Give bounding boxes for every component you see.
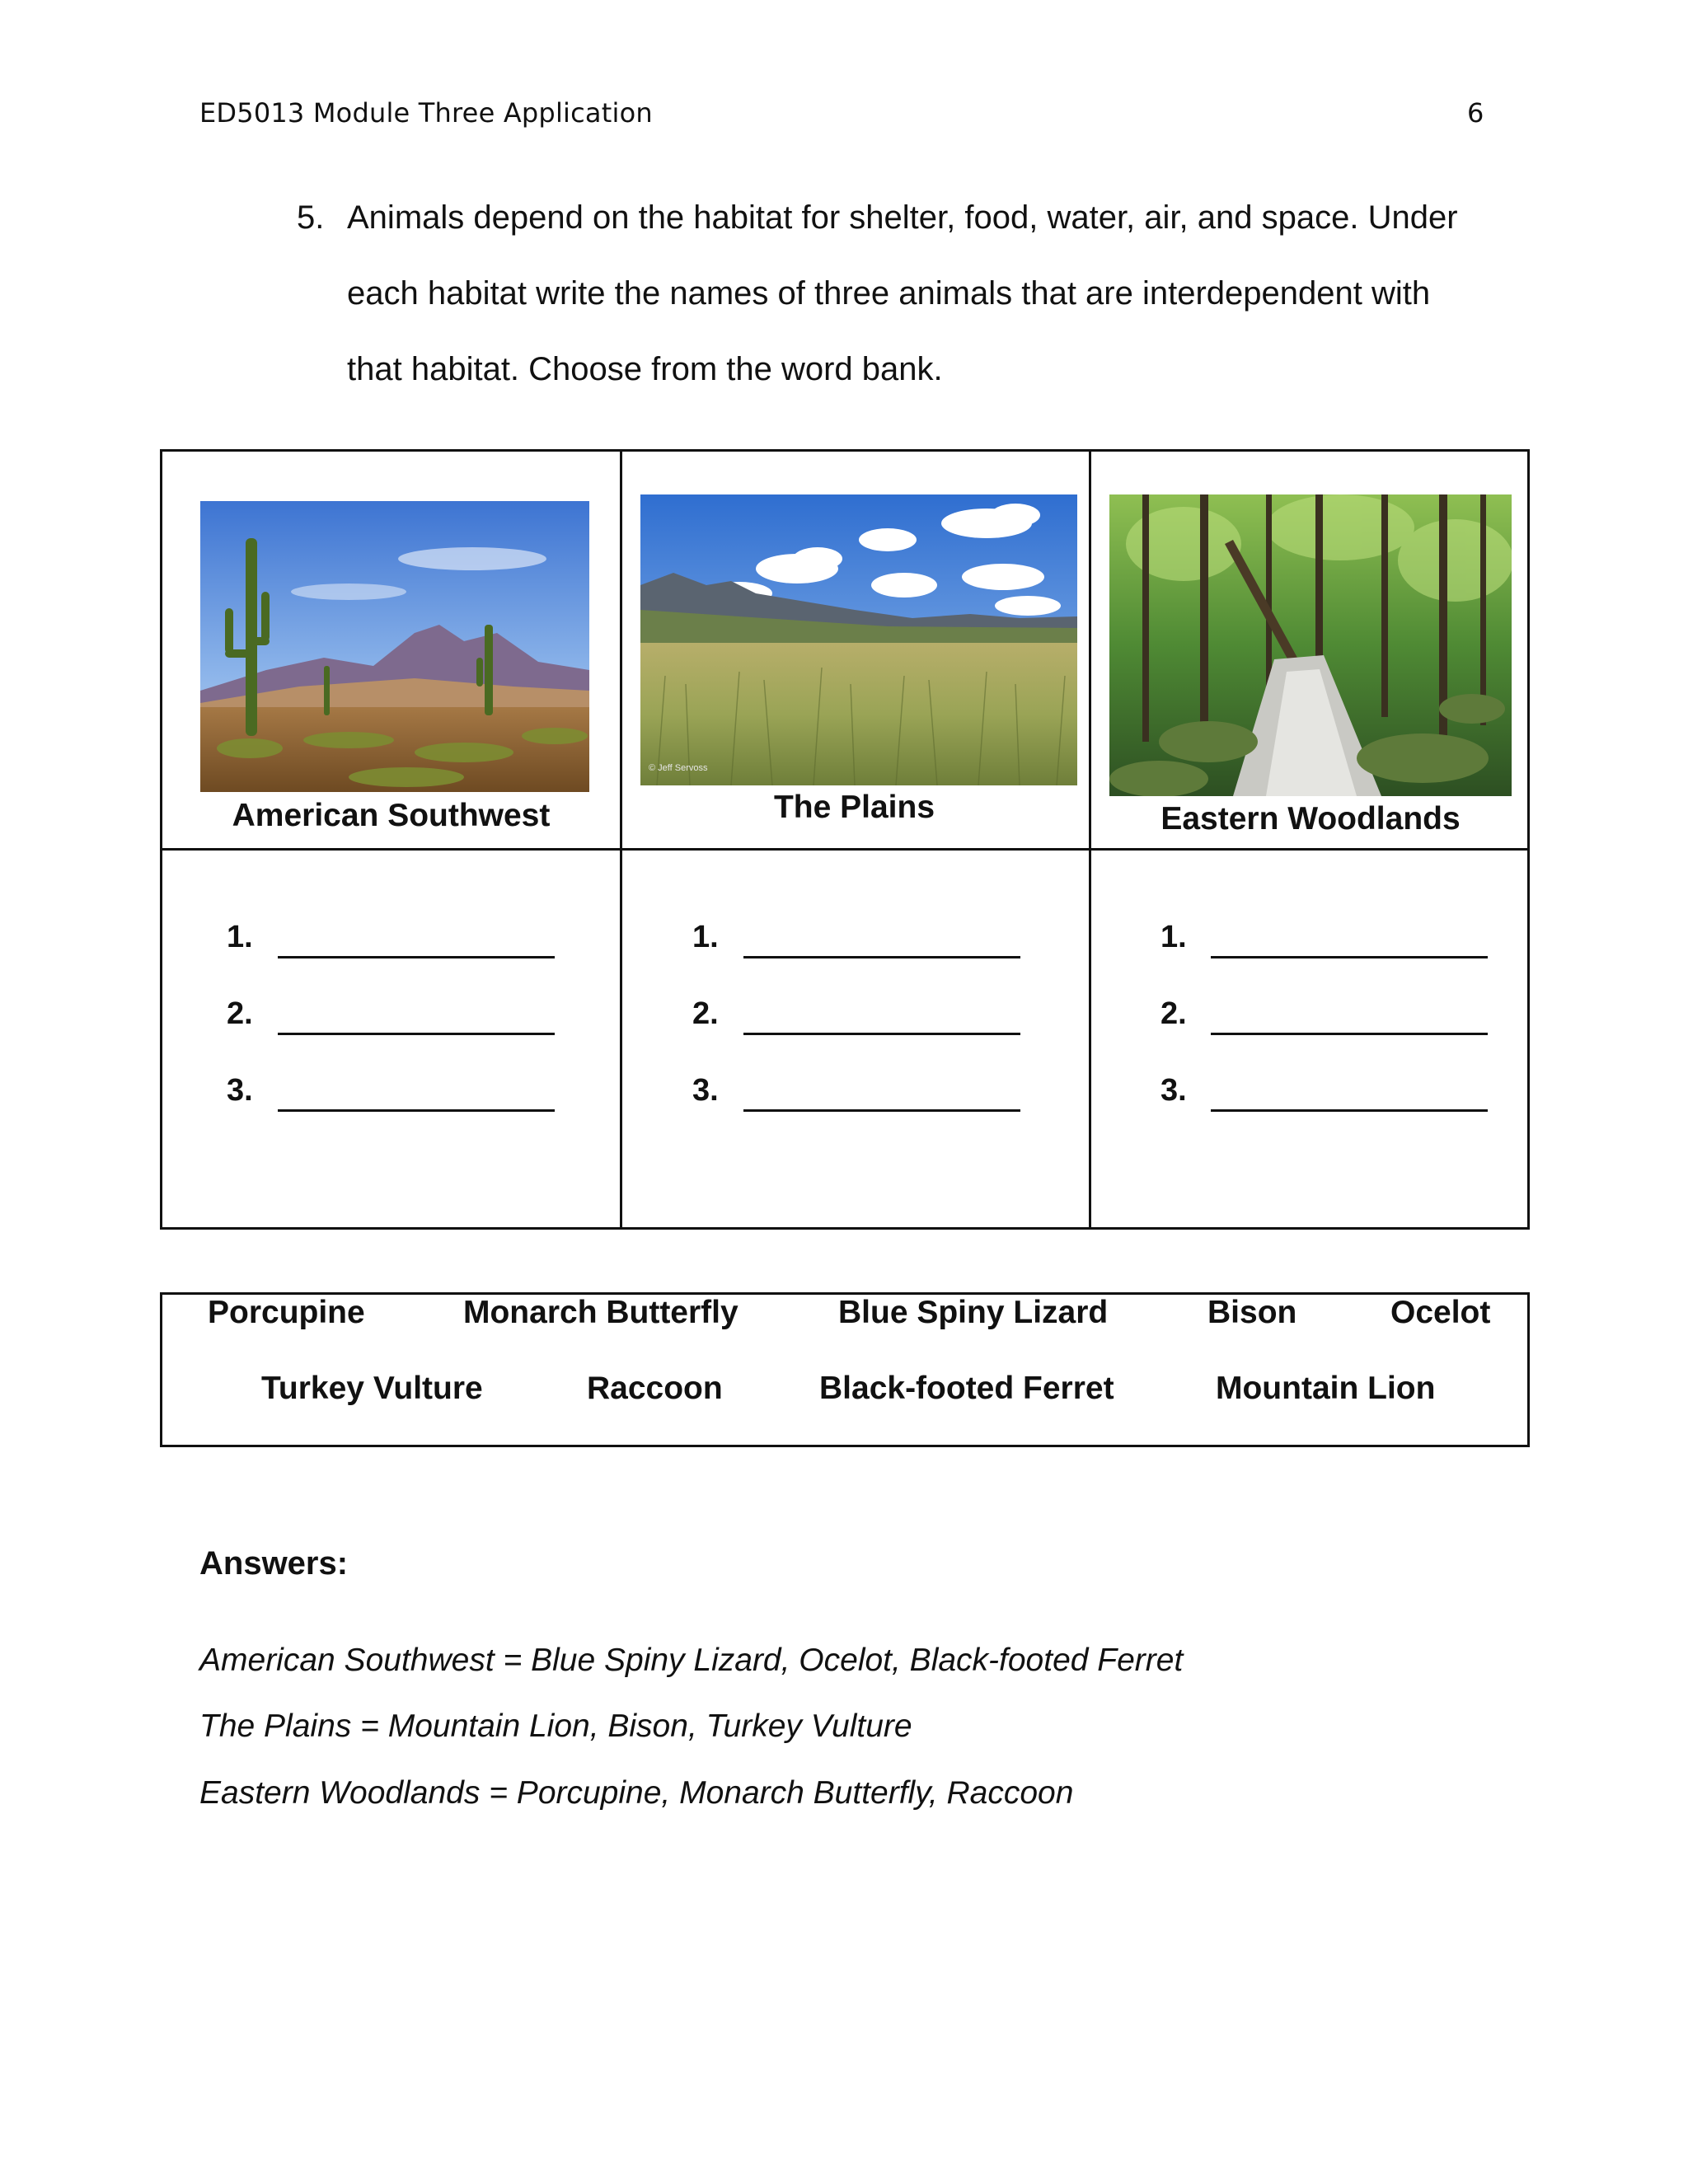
answers-heading: Answers:	[199, 1545, 349, 1582]
answer-blank[interactable]	[1211, 1033, 1488, 1035]
answer-blank[interactable]	[743, 1033, 1020, 1035]
answer-blank[interactable]	[743, 1109, 1020, 1112]
question-line-3: that habitat. Choose from the word bank.	[347, 351, 943, 387]
slot-label: 2.	[1160, 996, 1187, 1031]
word-bank	[160, 1292, 1530, 1447]
question-line-2: each habitat write the names of three animals that are interdependent with	[347, 275, 1431, 312]
forest-stream-icon	[1109, 494, 1512, 796]
question-number: 5.	[297, 199, 325, 236]
page-number: 6	[1467, 97, 1484, 129]
answer-blank[interactable]	[743, 956, 1020, 958]
grassland-plains-photo	[640, 494, 1077, 785]
desert-saguaro-icon	[200, 501, 589, 792]
desert-saguaro-photo	[200, 501, 589, 792]
slot-label: 3.	[227, 1073, 253, 1108]
slot-label: 1.	[1160, 920, 1187, 954]
answer-line-the-plains: The Plains = Mountain Lion, Bison, Turkey Vulture	[199, 1708, 912, 1744]
running-head: ED5013 Module Three Application	[199, 97, 653, 129]
photo-credit: © Jeff Servoss	[649, 763, 708, 773]
question-line-1: Animals depend on the habitat for shelter, food, water, air, and space. Under	[347, 199, 1458, 236]
word-bank-item: Bison	[1207, 1295, 1297, 1330]
grassland-plains-icon	[640, 494, 1077, 785]
habitat-table	[160, 449, 1530, 1230]
answer-line-eastern-woodlands: Eastern Woodlands = Porcupine, Monarch Butterfly, Raccoon	[199, 1775, 1074, 1811]
answer-blank[interactable]	[1211, 1109, 1488, 1112]
answer-blank[interactable]	[1211, 956, 1488, 958]
slot-label: 2.	[692, 996, 719, 1031]
word-bank-item: Turkey Vulture	[261, 1371, 483, 1406]
habitat-name-american-southwest: American Southwest	[232, 798, 551, 833]
slot-label: 3.	[692, 1073, 719, 1108]
word-bank-item: Porcupine	[208, 1295, 365, 1330]
answer-blank[interactable]	[278, 1033, 555, 1035]
slot-label: 1.	[227, 920, 253, 954]
column-divider	[620, 452, 622, 1227]
forest-stream-photo	[1109, 494, 1512, 796]
slot-label: 2.	[227, 996, 253, 1031]
word-bank-item: Black-footed Ferret	[819, 1371, 1114, 1406]
word-bank-item: Raccoon	[587, 1371, 723, 1406]
slot-label: 3.	[1160, 1073, 1187, 1108]
slot-label: 1.	[692, 920, 719, 954]
habitat-name-the-plains: The Plains	[773, 790, 935, 825]
word-bank-item: Mountain Lion	[1216, 1371, 1436, 1406]
word-bank-item: Monarch Butterfly	[463, 1295, 738, 1330]
answer-blank[interactable]	[278, 956, 555, 958]
row-divider	[162, 848, 1527, 851]
word-bank-item: Blue Spiny Lizard	[838, 1295, 1109, 1330]
habitat-name-eastern-woodlands: Eastern Woodlands	[1160, 801, 1461, 837]
word-bank-item: Ocelot	[1390, 1295, 1491, 1330]
answer-line-american-southwest: American Southwest = Blue Spiny Lizard, Ocelot, Black-footed Ferret	[199, 1643, 1184, 1678]
answer-blank[interactable]	[278, 1109, 555, 1112]
column-divider	[1089, 452, 1091, 1227]
